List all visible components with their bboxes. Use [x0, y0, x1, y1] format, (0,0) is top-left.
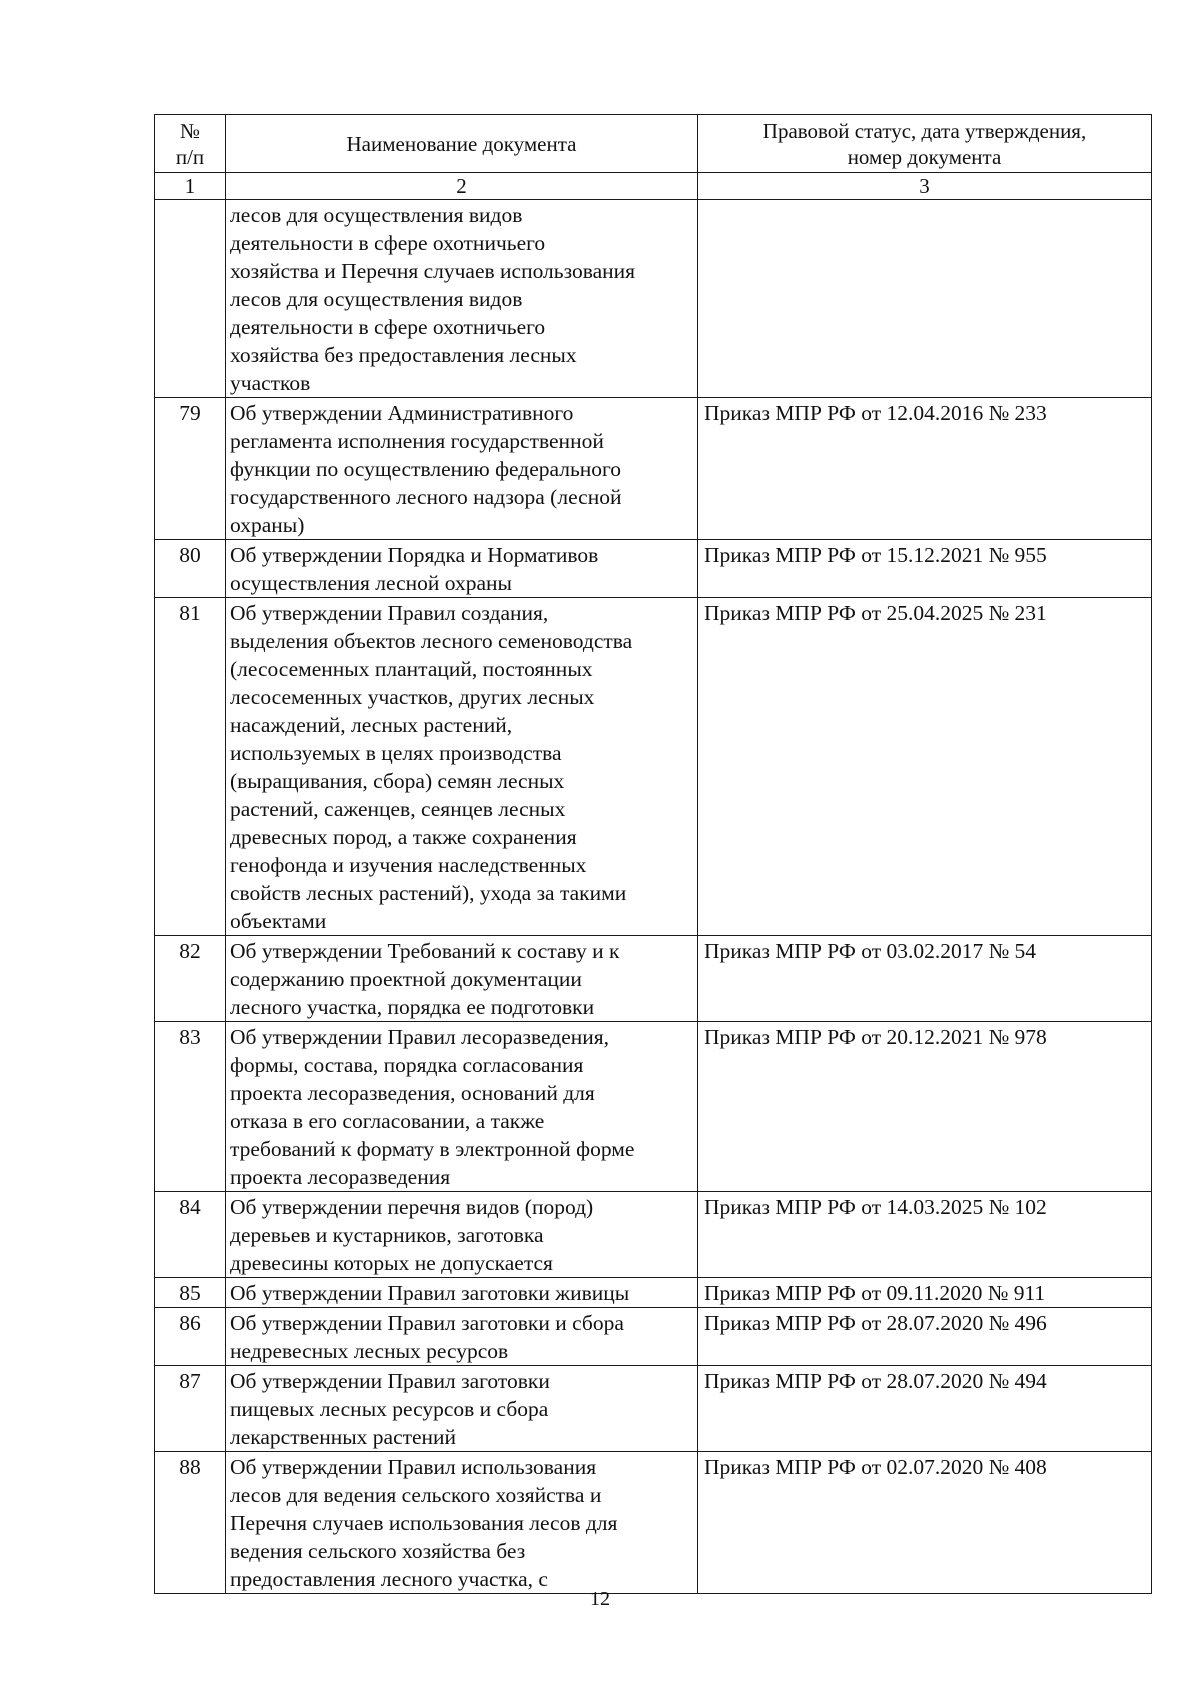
- header-legal-status: [698, 115, 1152, 173]
- document-name: Об утверждении Правил заготовки живицы: [226, 1278, 698, 1308]
- row-number: 79: [155, 398, 226, 540]
- column-number-1: 1: [155, 173, 226, 200]
- documents-table: [154, 114, 1152, 1594]
- header-document-name-label: Наименование документа: [346, 131, 577, 156]
- document-name: Об утверждении перечня видов (пород) деревьев и кустарников, заготовка древесины которых не допускается: [226, 1192, 698, 1278]
- header-row: [155, 115, 1152, 173]
- table-row: [155, 1308, 1152, 1366]
- table-row: [155, 1192, 1152, 1278]
- header-legal-status-label: Правовой статус, дата утверждения, номер документа: [762, 118, 1087, 169]
- table-header: [155, 115, 1152, 200]
- table-row: [155, 1366, 1152, 1452]
- column-number-3: 3: [698, 173, 1152, 200]
- row-number: 80: [155, 540, 226, 598]
- document-name: Об утверждении Правил заготовки пищевых лесных ресурсов и сбора лекарственных растений: [226, 1366, 698, 1452]
- legal-status: Приказ МПР РФ от 09.11.2020 № 911: [698, 1278, 1152, 1308]
- header-number-label: № п/п: [175, 118, 205, 169]
- row-number: [155, 200, 226, 398]
- legal-status: Приказ МПР РФ от 15.12.2021 № 955: [698, 540, 1152, 598]
- document-name: Об утверждении Требований к составу и к содержанию проектной документации лесного участка, порядка ее подготовки: [226, 936, 698, 1022]
- row-number: 84: [155, 1192, 226, 1278]
- legal-status: Приказ МПР РФ от 25.04.2025 № 231: [698, 598, 1152, 936]
- row-number: 85: [155, 1278, 226, 1308]
- column-numbers-row: [155, 173, 1152, 200]
- document-name: Об утверждении Административного регламента исполнения государственной функции по осуществлению федерального государственного лесного надзора (лесной охраны): [226, 398, 698, 540]
- legal-status: Приказ МПР РФ от 14.03.2025 № 102: [698, 1192, 1152, 1278]
- table-row: [155, 398, 1152, 540]
- row-number: 81: [155, 598, 226, 936]
- legal-status: [698, 200, 1152, 398]
- legal-status: Приказ МПР РФ от 03.02.2017 № 54: [698, 936, 1152, 1022]
- table-row: [155, 540, 1152, 598]
- row-number: 82: [155, 936, 226, 1022]
- table-row: [155, 598, 1152, 936]
- legal-status: Приказ МПР РФ от 28.07.2020 № 496: [698, 1308, 1152, 1366]
- page-number: 12: [590, 1588, 610, 1610]
- row-number: 88: [155, 1452, 226, 1594]
- legal-status: Приказ МПР РФ от 12.04.2016 № 233: [698, 398, 1152, 540]
- legal-status: Приказ МПР РФ от 02.07.2020 № 408: [698, 1452, 1152, 1594]
- legal-status: Приказ МПР РФ от 20.12.2021 № 978: [698, 1022, 1152, 1192]
- column-number-2: 2: [226, 173, 698, 200]
- header-number: [155, 115, 226, 173]
- document-name: Об утверждении Порядка и Нормативов осуществления лесной охраны: [226, 540, 698, 598]
- header-document-name: [226, 115, 698, 173]
- document-name: Об утверждении Правил создания, выделения объектов лесного семеноводства (лесосеменных плантаций, постоянных лесосеменных участков, других лесных насаждений, лесных растений, используемых в целях производства (выращивания, сбора) семян лесных растений, саженцев, сеянцев лесных древесных пород, а также сохранения генофонда и изучения наследственных свойств лесных растений), ухода за такими объектами: [226, 598, 698, 936]
- document-name: Об утверждении Правил лесоразведения, формы, состава, порядка согласования проекта лесоразведения, оснований для отказа в его согласовании, а также требований к формату в электронной форме проекта лесоразведения: [226, 1022, 698, 1192]
- row-number: 86: [155, 1308, 226, 1366]
- row-number: 83: [155, 1022, 226, 1192]
- table-row: [155, 1278, 1152, 1308]
- table-row: [155, 1452, 1152, 1594]
- table-row: [155, 1022, 1152, 1192]
- table-row: [155, 936, 1152, 1022]
- document-name: Об утверждении Правил использования лесов для ведения сельского хозяйства и Перечня случаев использования лесов для ведения сельского хозяйства без предоставления лесного участка, с: [226, 1452, 698, 1594]
- row-number: 87: [155, 1366, 226, 1452]
- table-body: [155, 200, 1152, 1594]
- legal-status: Приказ МПР РФ от 28.07.2020 № 494: [698, 1366, 1152, 1452]
- table-row: [155, 200, 1152, 398]
- document-name: лесов для осуществления видов деятельности в сфере охотничьего хозяйства и Перечня случаев использования лесов для осуществления видов деятельности в сфере охотничьего хозяйства без предоставления лесных участков: [226, 200, 698, 398]
- document-name: Об утверждении Правил заготовки и сбора недревесных лесных ресурсов: [226, 1308, 698, 1366]
